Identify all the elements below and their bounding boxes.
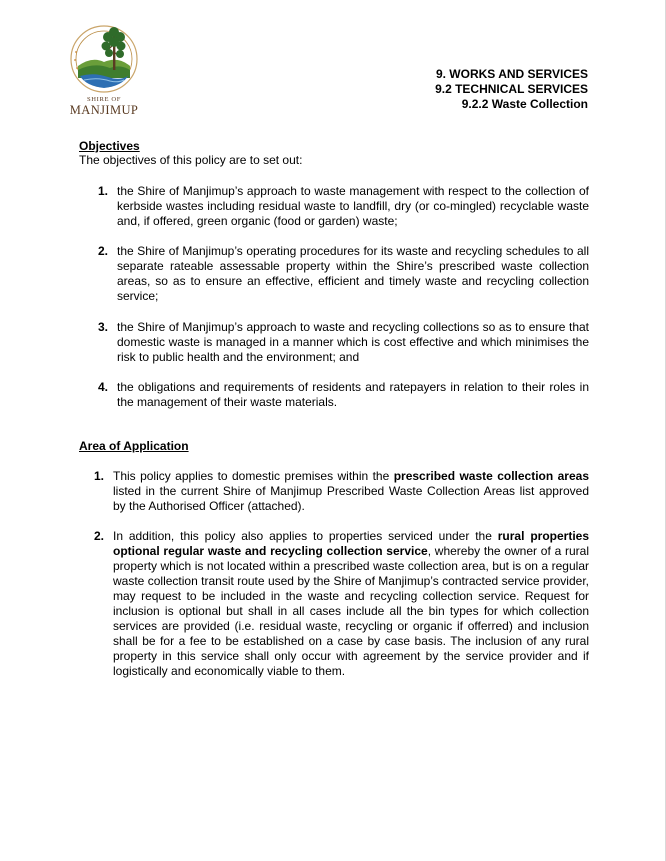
header-section: 9. WORKS AND SERVICES: [435, 67, 588, 81]
list-text: the Shire of Manjimup’s operating procedures for its waste and recycling schedules to all separate rateable assessable property within the Shire’s prescribed waste collection areas, so as to ensure an effective, efficient and timely waste and recycling collection service;: [117, 244, 589, 303]
list-number: 4.: [97, 380, 108, 394]
logo-shire-name: MANJIMUP: [69, 103, 139, 117]
list-text: the obligations and requirements of residents and ratepayers in relation to their roles in the management of their waste materials.: [117, 380, 589, 409]
shire-logo: [64, 22, 144, 120]
list-text: the Shire of Manjimup’s approach to waste management with respect to the collection of kerbside wastes including residual waste to landfill, dry (or co-mingled) recyclable waste and, if offered, green organic (food or garden) waste;: [117, 184, 589, 228]
logo-shire-of: SHIRE OF: [87, 96, 121, 103]
objectives-intro: The objectives of this policy are to set out:: [79, 153, 303, 167]
list-text: This policy applies to domestic premises within the prescribed waste collection areas listed in the current Shire of Manjimup Prescribed Waste Collection Areas list approved by the Authorised Officer (attached).: [113, 469, 589, 513]
header-policy-number: 9.2.2 Waste Collection: [461, 97, 588, 111]
tree-emblem-icon: [64, 22, 144, 96]
list-text: In addition, this policy also applies to properties serviced under the rural properties optional regular waste and recycling collection service, whereby the owner of a rural property which is not located within a prescribed waste collection area, but is on a regular waste collection transit route used by the Shire of Manjimup’s contracted service provider, may request to be included in the waste and recycling collection service. Request for inclusion is optional but shall in all cases include all the bin types for which collection services are provided (i.e. residual waste, recycling or organic if offerred) and inclusion shall be for a fee to be established on a case by case basis. The inclusion of any rural property in this service shall only occur with agreement by the service provider and if logistically and economically viable to them.: [113, 529, 590, 678]
policy-header: [435, 67, 588, 112]
list-number: 2.: [93, 529, 104, 543]
bold-term: prescribed waste collection areas: [393, 469, 589, 483]
objectives-heading: Objectives: [79, 139, 140, 153]
area-heading: Area of Application: [79, 439, 189, 453]
bold-term: rural properties optional regular waste and recycling collection service: [113, 529, 589, 558]
list-number: 2.: [97, 244, 108, 258]
header-subsection: 9.2 TECHNICAL SERVICES: [435, 82, 588, 96]
list-number: 3.: [97, 320, 108, 334]
list-text: the Shire of Manjimup’s approach to waste and recycling collections so as to ensure that domestic waste is managed in a manner which is cost effective and which minimises the risk to public health and the environment; and: [117, 320, 589, 364]
list-number: 1.: [97, 184, 108, 198]
list-number: 1.: [93, 469, 104, 483]
